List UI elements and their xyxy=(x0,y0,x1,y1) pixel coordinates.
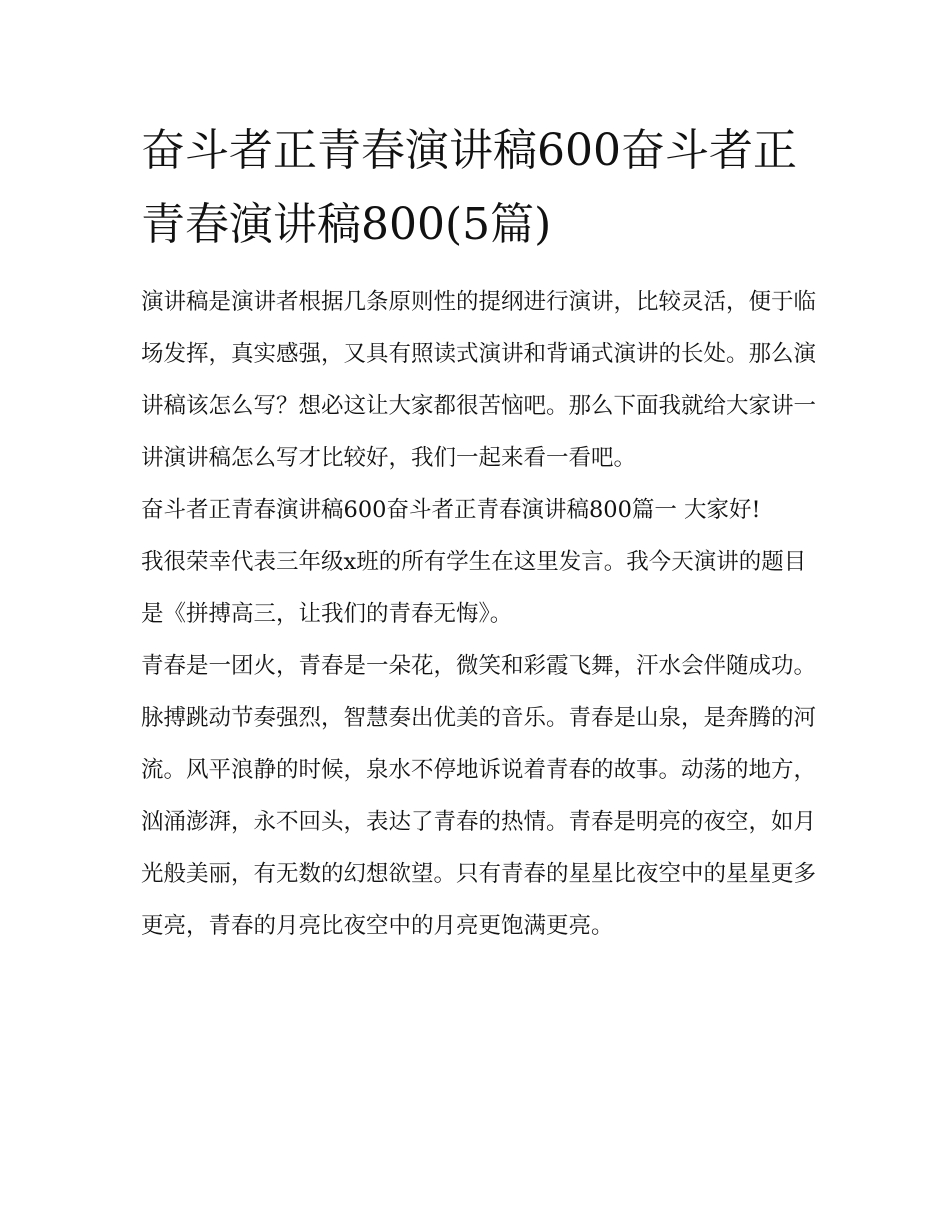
paragraph-greeting: 奋斗者正青春演讲稿600奋斗者正青春演讲稿800篇一 大家好! xyxy=(141,497,761,523)
paragraph-speech-topic: 我很荣幸代表三年级x班的所有学生在这里发言。我今天演讲的题目是《拼搏高三，让我们的青春无悔》。 xyxy=(141,549,807,627)
document-body xyxy=(141,114,821,952)
document-title: 奋斗者正青春演讲稿600奋斗者正青春演讲稿800(5篇) xyxy=(141,125,797,250)
paragraph-youth: 青春是一团火，青春是一朵花，微笑和彩霞飞舞，汗水会伴随成功。脉搏跳动节奏强烈，智慧奏出优美的音乐。青春是山泉，是奔腾的河流。风平浪静的时候，泉水不停地诉说着青春的故事。动荡的地方，汹涌澎湃，永不回头，表达了青春的热情。青春是明亮的夜空，如月光般美丽，有无数的幻想欲望。只有青春的星星比夜空中的星星更多更亮，青春的月亮比夜空中的月亮更饱满更亮。 xyxy=(141,653,817,939)
paragraph-intro: 演讲稿是演讲者根据几条原则性的提纲进行演讲，比较灵活，便于临场发挥，真实感强，又具有照读式演讲和背诵式演讲的长处。那么演讲稿该怎么写？想必这让大家都很苦恼吧。那么下面我就给大家讲一讲演讲稿怎么写才比较好，我们一起来看一看吧。 xyxy=(141,289,817,471)
